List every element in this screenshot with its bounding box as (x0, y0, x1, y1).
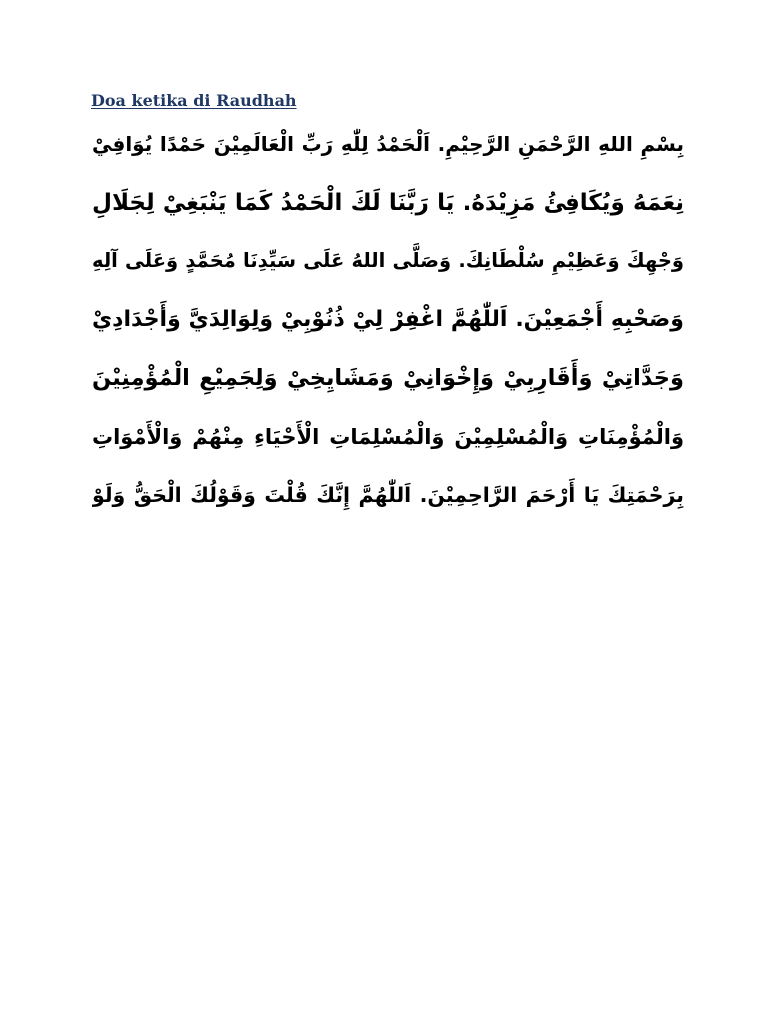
arabic-text-line: بِسْمِ اللهِ الرَّحْمَنِ الرَّحِيْمِ. اَلْحَمْدُ لِلّٰهِ رَبِّ الْعَالَمِيْنَ حَمْدًا يُوَافِيْ (92, 132, 684, 156)
arabic-text-line: بِرَحْمَتِكَ يَا أَرْحَمَ الرَّاحِمِيْنَ. اَللّٰهُمَّ إِنَّكَ قُلْتَ وَقَوْلُكَ الْحَقُّ وَلَوْ (92, 483, 684, 507)
arabic-text-line: نِعَمَهُ وَيُكَافِئُ مَزِيْدَهُ. يَا رَبَّنَا لَكَ الْحَمْدُ كَمَا يَنْبَغِيْ لِجَلَالِ (92, 189, 684, 216)
arabic-text-line: وَجْهِكَ وَعَظِيْمِ سُلْطَانِكَ. وَصَلَّى اللهُ عَلَى سَيِّدِنَا مُحَمَّدٍ وَعَلَى آلِهِ (92, 249, 684, 272)
arabic-text-line: وَصَحْبِهِ أَجْمَعِيْنَ. اَللّٰهُمَّ اغْفِرْ لِيْ ذُنُوْبِيْ وَلِوَالِدَيَّ وَأَجْدَادِيْ (92, 306, 684, 332)
arabic-prayer-text (92, 115, 684, 525)
arabic-text-line: وَالْمُؤْمِنَاتِ وَالْمُسْلِمِيْنَ وَالْمُسْلِمَاتِ الْأَحْيَاءِ مِنْهُمْ وَالْأَمْوَاتِ (92, 424, 684, 449)
document-heading: Doa ketika di Raudhah (91, 91, 297, 110)
arabic-text-line: وَجَدَّاتِيْ وَأَقَارِبِيْ وَإِخْوَانِيْ وَمَشَايِخِيْ وَلِجَمِيْعِ الْمُؤْمِنِيْنَ (92, 365, 684, 391)
